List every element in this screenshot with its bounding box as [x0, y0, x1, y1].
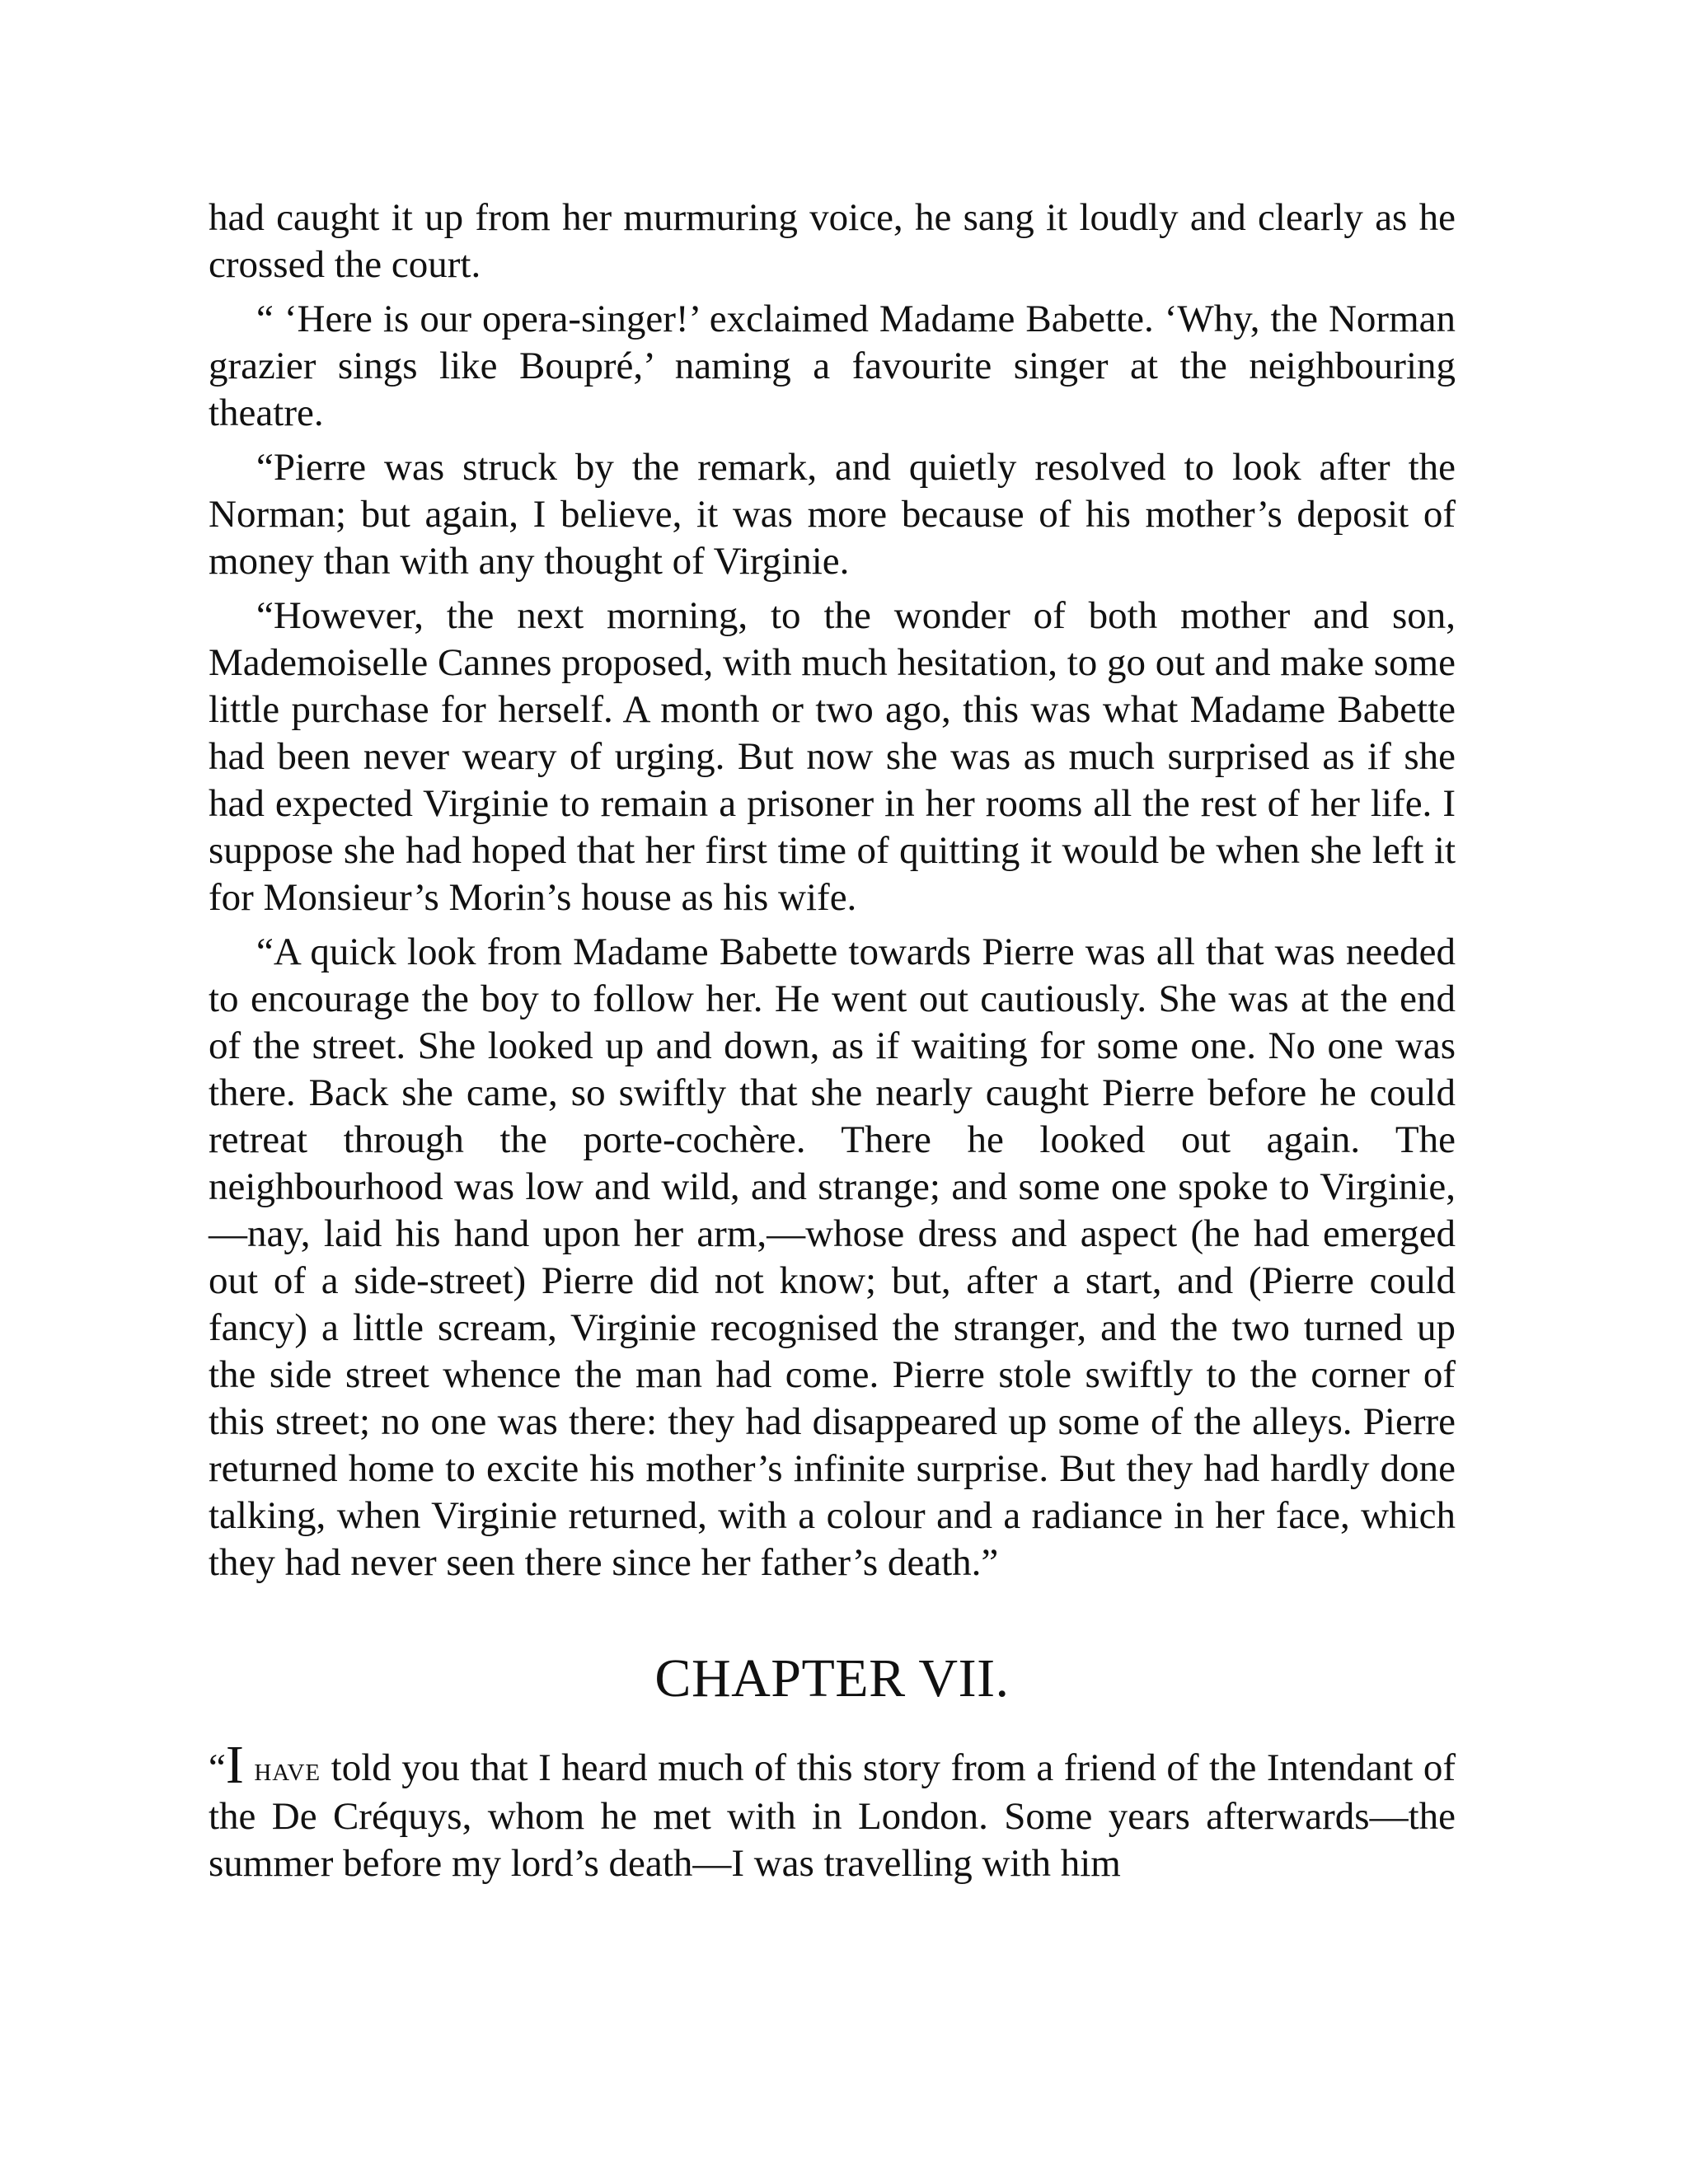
- paragraph-pierre-struck: “Pierre was struck by the remark, and quietly resolved to look after the Norman; but again, I believe, it was more because of his mother’s deposit of money than with any thought of Virginie.: [209, 446, 1456, 583]
- opening-quote-mark: “: [209, 1746, 226, 1789]
- paragraph-opera-singer: “ ‘Here is our opera-singer!’ exclaimed Madame Babette. ‘Why, the Norman grazier sings like Boupré,’ naming a favourite singer at the neighbouring theatre.: [209, 298, 1456, 434]
- drop-initial: I: [225, 1735, 244, 1795]
- paragraph-quick-look: “A quick look from Madame Babette towards Pierre was all that was needed to encourage the boy to follow her. He went out cautiously. She was at the end of the street. She looked up and down, as if waiting for some one. No one was there. Back she came, so swiftly that she nearly caught Pierre before he could retreat through the porte-cochère. There he looked out again. The neighbourhood was low and wild, and strange; and some one spoke to Virginie,—nay, laid his hand upon her arm,—whose dress and aspect (he had emerged out of a side-street) Pierre did not know; but, after a start, and (Pierre could fancy) a little scream, Virginie recognised the stranger, and the two turned up the side street whence the man had come. Pierre stole swiftly to the corner of this street; no one was there: they had disappeared up some of the alleys. Pierre returned home to excite his mother’s infinite surprise. But they had hardly done talking, when Virginie returned, with a colour and a radiance in her face, which they had never seen there since her father’s death.”: [209, 930, 1456, 1584]
- paragraph-continued: had caught it up from her murmuring voice, he sang it loudly and clearly as he crossed the court.: [209, 196, 1456, 286]
- paragraph-next-morning: “However, the next morning, to the wonder of both mother and son, Mademoiselle Cannes proposed, with much hesitation, to go out and make some little purchase for herself. A month or two ago, this was what Madame Babette had been never weary of urging. But now she was as much surprised as if she had expected Virginie to remain a prisoner in her rooms all the rest of her life. I suppose she had hoped that her first time of quitting it would be when she left it for Monsieur’s Morin’s house as his wife.: [209, 594, 1456, 919]
- book-page: [209, 194, 1456, 1895]
- opening-text: told you that I heard much of this story from a friend of the Intendant of the De Créquys, whom he met with in London. Some years afterwards—the summer before my lord’s death—I was travelling with him: [209, 1746, 1456, 1885]
- chapter-opening-paragraph: [209, 1735, 1456, 1887]
- chapter-heading: CHAPTER VII.: [654, 1648, 1010, 1708]
- small-caps-word: have: [254, 1750, 321, 1788]
